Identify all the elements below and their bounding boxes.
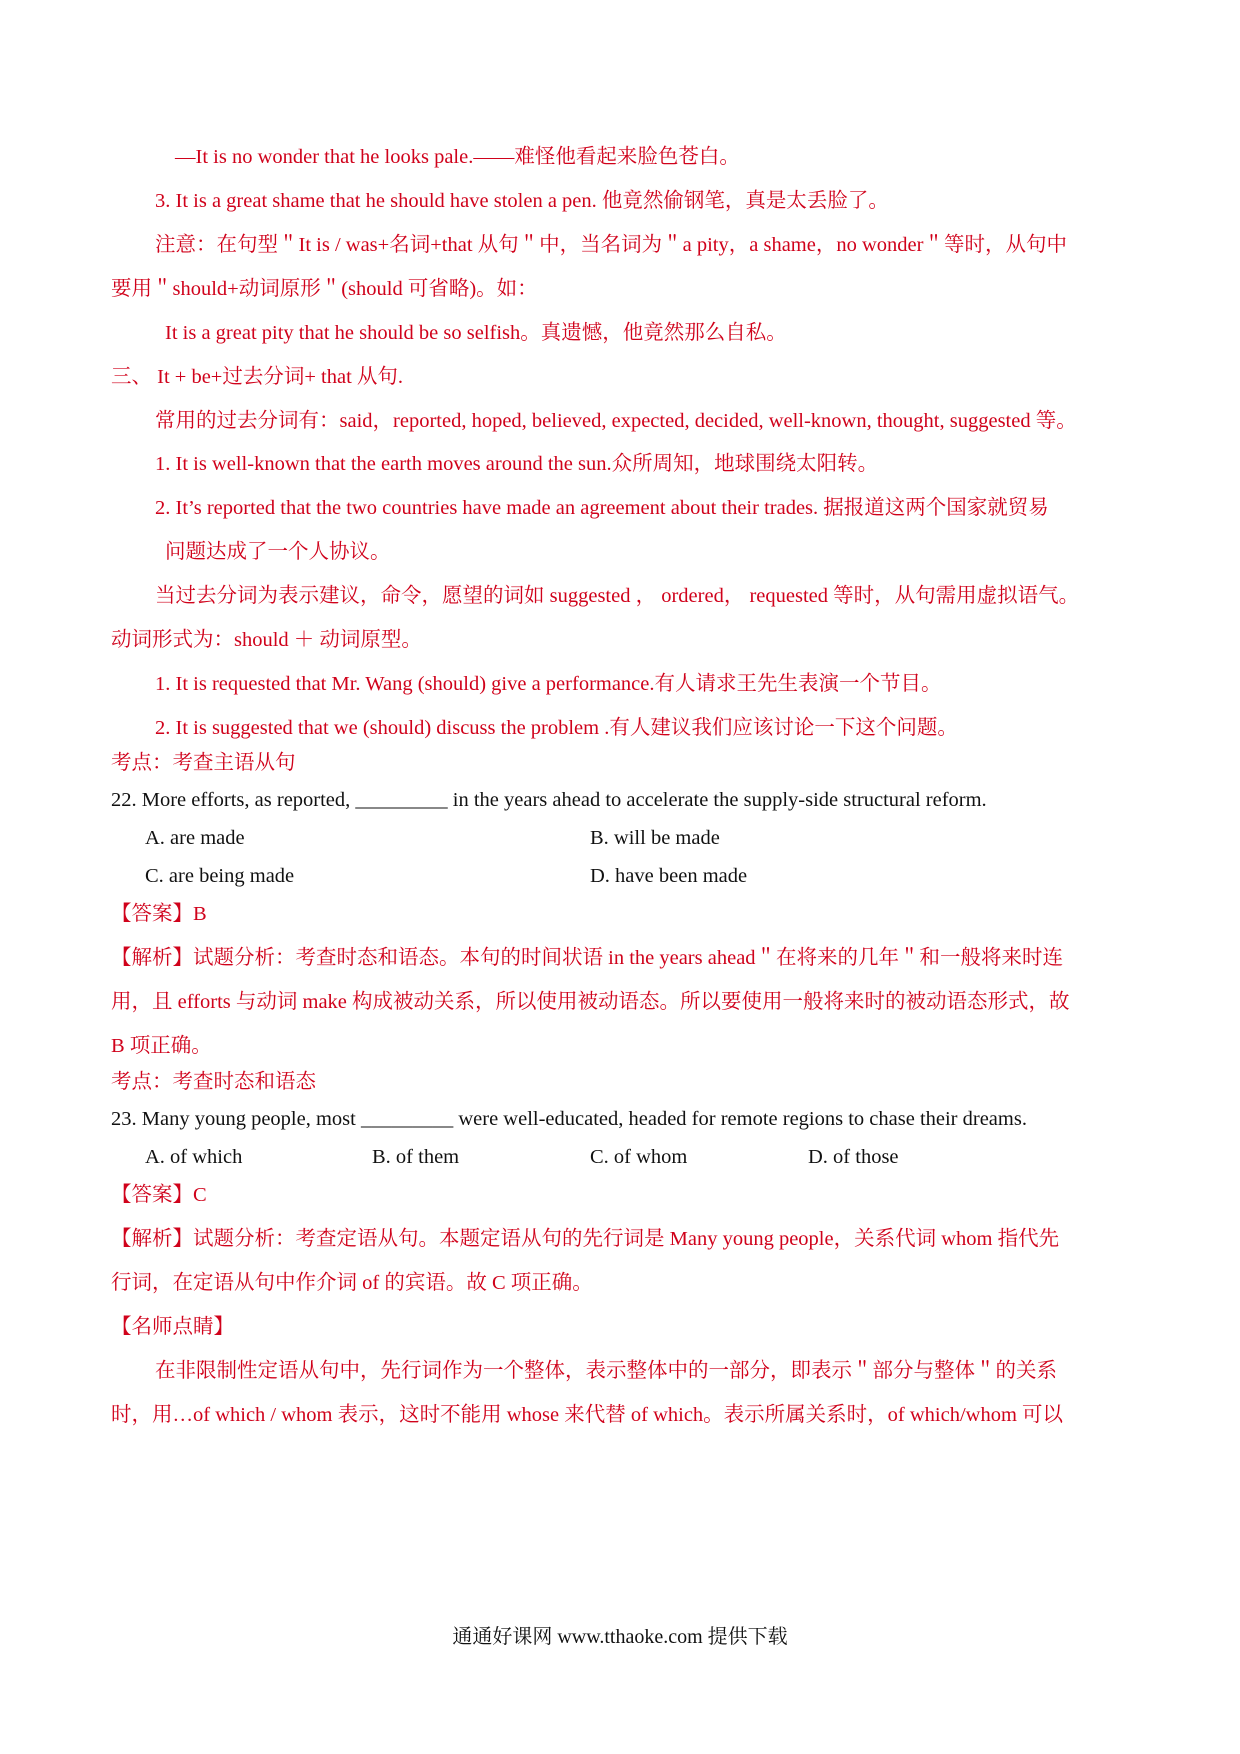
analysis-line: 【解析】试题分析：考查定语从句。本题定语从句的先行词是 Many young people，关系代词 whom 指代先 xyxy=(111,1228,1060,1250)
section-heading: 三、 It + be+过去分词+ that 从句. xyxy=(111,366,404,388)
example-line: 1. It is well-known that the earth moves around the sun.众所周知，地球围绕太阳转。 xyxy=(155,453,879,475)
tip-line: 时，用…of which / whom 表示，这时不能用 whose 来代替 of which。表示所属关系时，of which/whom 可以 xyxy=(111,1404,1064,1426)
question-stem: 22. More efforts, as reported, _________ in the years ahead to accelerate the supply-side structural reform. xyxy=(111,789,987,811)
note-line: 要用＂should+动词原形＂(should 可省略)。如： xyxy=(111,278,538,300)
option-a: A. are made xyxy=(145,827,245,849)
example-line: 2. It is suggested that we (should) discuss the problem .有人建议我们应该讨论一下这个问题。 xyxy=(155,717,958,739)
example-line: —It is no wonder that he looks pale.——难怪他看起来脸色苍白。 xyxy=(175,146,740,168)
option-a: A. of which xyxy=(145,1146,243,1168)
option-c: C. are being made xyxy=(145,865,295,887)
example-line: It is a great pity that he should be so selfish。真遗憾，他竟然那么自私。 xyxy=(165,322,787,344)
answer-line: 【答案】C xyxy=(111,1184,207,1206)
option-d: D. of those xyxy=(808,1146,899,1168)
option-b: B. will be made xyxy=(590,827,720,849)
note-line: 常用的过去分词有：said，reported, hoped, believed, expected, decided, well-known, thought, suggested 等。 xyxy=(155,410,1077,432)
analysis-line: 行词，在定语从句中作介词 of 的宾语。故 C 项正确。 xyxy=(111,1272,593,1294)
analysis-line: 【解析】试题分析：考查时态和语态。本句的时间状语 in the years ahead＂在将来的几年＂和一般将来时连 xyxy=(111,947,1064,969)
note-line: 当过去分词为表示建议，命令，愿望的词如 suggested ， ordered， requested 等时，从句需用虚拟语气。 xyxy=(155,585,1080,607)
option-d: D. have been made xyxy=(590,865,748,887)
tip-title: 【名师点睛】 xyxy=(111,1316,234,1338)
answer-line: 【答案】B xyxy=(111,903,207,925)
analysis-line: B 项正确。 xyxy=(111,1035,212,1057)
option-c: C. of whom xyxy=(590,1146,688,1168)
option-b: B. of them xyxy=(372,1146,460,1168)
note-line: 注意：在句型＂It is / was+名词+that 从句＂中，当名词为＂a pity，a shame，no wonder＂等时，从句中 xyxy=(155,234,1067,256)
analysis-line: 用，且 efforts 与动词 make 构成被动关系，所以使用被动语态。所以要使用一般将来时的被动语态形式，故 xyxy=(111,991,1070,1013)
point-line: 考点：考查时态和语态 xyxy=(111,1071,316,1093)
example-line: 问题达成了一个人协议。 xyxy=(165,541,391,563)
example-line: 1. It is requested that Mr. Wang (should) give a performance.有人请求王先生表演一个节目。 xyxy=(155,673,942,695)
note-line: 动词形式为：should ＋ 动词原型。 xyxy=(111,629,422,651)
page-footer: 通通好课网 www.tthaoke.com 提供下载 xyxy=(452,1626,788,1648)
question-stem: 23. Many young people, most _________ were well-educated, headed for remote regions to chase their dreams. xyxy=(111,1108,1027,1130)
example-line: 2. It’s reported that the two countries have made an agreement about their trades. 据报道这两个国家就贸易 xyxy=(155,497,1049,519)
point-line: 考点：考查主语从句 xyxy=(111,752,296,774)
example-line: 3. It is a great shame that he should have stolen a pen. 他竟然偷钢笔，真是太丢脸了。 xyxy=(155,190,889,212)
tip-line: 在非限制性定语从句中，先行词作为一个整体，表示整体中的一部分，即表示＂部分与整体＂的关系 xyxy=(155,1360,1057,1382)
